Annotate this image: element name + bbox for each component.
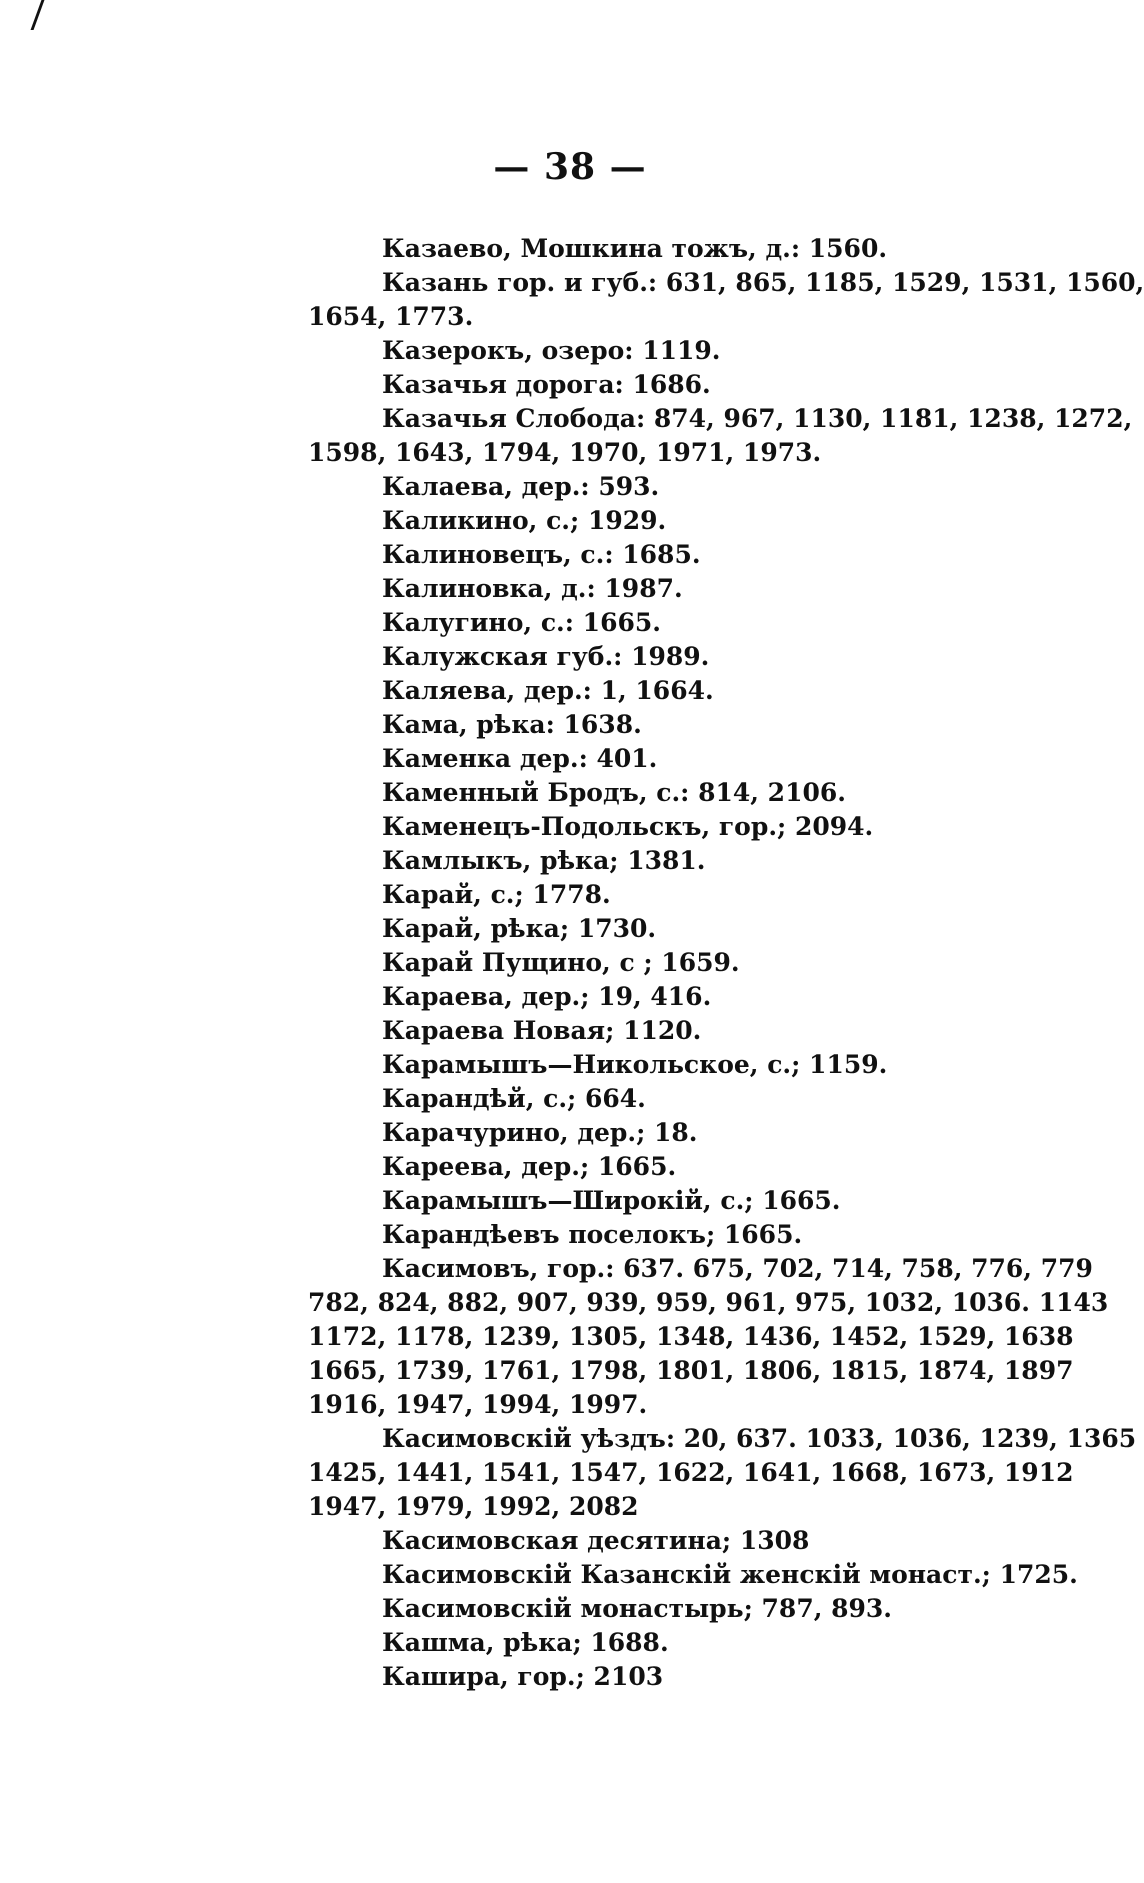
entry-line: Касимовъ, гор.: 637. 675, 702, 714, 758, 776, 779 [382, 1254, 1093, 1283]
entry-line: Касимовскій Казанскій женскій монаст.; 1725. [382, 1560, 1078, 1589]
entry-line: Калиновецъ, с.: 1685. [382, 540, 701, 569]
index-entry [0, 1082, 1140, 1116]
index-list [0, 232, 1144, 1694]
entry-line: Казань гор. и губ.: 631, 865, 1185, 1529, 1531, 1560, [382, 268, 1144, 297]
index-entry [0, 776, 1140, 810]
entry-line: Карандѣевъ поселокъ; 1665. [382, 1220, 803, 1249]
index-entry [0, 1558, 1140, 1592]
entry-line: Казаево, Мошкина тожъ, д.: 1560. [382, 234, 888, 263]
entry-continuation-line: 1654, 1773. [308, 302, 474, 331]
index-entry [0, 810, 1140, 844]
entry-line: Кашира, гор.; 2103 [382, 1662, 664, 1691]
entry-line: Каменецъ-Подольскъ, гор.; 2094. [382, 812, 874, 841]
index-entry [0, 402, 1140, 470]
entry-line: Касимовская десятина; 1308 [382, 1526, 810, 1555]
entry-line: Карамышъ—Широкій, с.; 1665. [382, 1186, 841, 1215]
entry-line: Казерокъ, озеро: 1119. [382, 336, 721, 365]
entry-line: Каменный Бродъ, с.: 814, 2106. [382, 778, 846, 807]
entry-continuation-line: 1598, 1643, 1794, 1970, 1971, 1973. [308, 438, 822, 467]
index-entry [0, 1150, 1140, 1184]
index-entry [0, 538, 1140, 572]
index-entry [0, 1116, 1140, 1150]
index-entry [0, 266, 1144, 334]
entry-line: Карандѣй, с.; 664. [382, 1084, 646, 1113]
entry-line: Каляева, дер.: 1, 1664. [382, 676, 714, 705]
entry-continuation-line: 1425, 1441, 1541, 1547, 1622, 1641, 1668, 1673, 1912 [308, 1458, 1074, 1487]
entry-continuation-line: 1916, 1947, 1994, 1997. [308, 1390, 648, 1419]
entry-line: Калужская губ.: 1989. [382, 642, 710, 671]
entry-line: Карамышъ—Никольское, с.; 1159. [382, 1050, 888, 1079]
index-entry [0, 232, 1140, 266]
index-entry [0, 470, 1140, 504]
corner-mark [31, 0, 51, 30]
entry-line: Кама, рѣка: 1638. [382, 710, 642, 739]
entry-line: Касимовскій уѣздъ: 20, 637. 1033, 1036, 1239, 1365 [382, 1424, 1137, 1453]
entry-continuation-line: 782, 824, 882, 907, 939, 959, 961, 975, 1032, 1036. 1143 [308, 1288, 1109, 1317]
entry-line: Калиновка, д.: 1987. [382, 574, 683, 603]
entry-continuation-line: 1172, 1178, 1239, 1305, 1348, 1436, 1452, 1529, 1638 [308, 1322, 1074, 1351]
entry-line: Кареева, дер.; 1665. [382, 1152, 677, 1181]
entry-line: Калаева, дер.: 593. [382, 472, 660, 501]
index-entry [0, 504, 1140, 538]
index-entry [0, 674, 1140, 708]
entry-continuation-line: 1665, 1739, 1761, 1798, 1801, 1806, 1815, 1874, 1897 [308, 1356, 1074, 1385]
entry-line: Кашма, рѣка; 1688. [382, 1628, 669, 1657]
index-entry [0, 1252, 1140, 1422]
entry-line: Каликино, с.; 1929. [382, 506, 667, 535]
entry-line: Калугино, с.: 1665. [382, 608, 661, 637]
index-entry [0, 1218, 1140, 1252]
index-entry [0, 1660, 1140, 1694]
index-entry [0, 912, 1140, 946]
index-entry [0, 1524, 1140, 1558]
entry-line: Караева, дер.; 19, 416. [382, 982, 712, 1011]
index-entry [0, 640, 1140, 674]
index-entry [0, 980, 1140, 1014]
index-entry [0, 1184, 1140, 1218]
index-entry [0, 742, 1140, 776]
entry-line: Касимовскій монастырь; 787, 893. [382, 1594, 893, 1623]
index-entry [0, 1422, 1140, 1524]
index-entry [0, 368, 1140, 402]
entry-continuation-line: 1947, 1979, 1992, 2082 [308, 1492, 639, 1521]
entry-line: Казачья Слобода: 874, 967, 1130, 1181, 1238, 1272, [382, 404, 1133, 433]
entry-line: Карай, рѣка; 1730. [382, 914, 657, 943]
entry-line: Карачурино, дер.; 18. [382, 1118, 698, 1147]
index-entry [0, 1048, 1140, 1082]
entry-line: Казачья дорога: 1686. [382, 370, 711, 399]
index-entry [0, 1014, 1140, 1048]
entry-line: Каменка дер.: 401. [382, 744, 658, 773]
index-entry [0, 878, 1140, 912]
index-entry [0, 1626, 1140, 1660]
index-entry [0, 572, 1140, 606]
entry-line: Карай Пущино, с ; 1659. [382, 948, 740, 977]
index-entry [0, 946, 1140, 980]
index-entry [0, 334, 1140, 368]
index-entry [0, 606, 1140, 640]
index-entry [0, 844, 1140, 878]
index-entry [0, 1592, 1140, 1626]
page-number: — 38 — [493, 146, 647, 188]
entry-line: Караева Новая; 1120. [382, 1016, 702, 1045]
entry-line: Карай, с.; 1778. [382, 880, 611, 909]
index-entry [0, 708, 1140, 742]
entry-line: Камлыкъ, рѣка; 1381. [382, 846, 706, 875]
